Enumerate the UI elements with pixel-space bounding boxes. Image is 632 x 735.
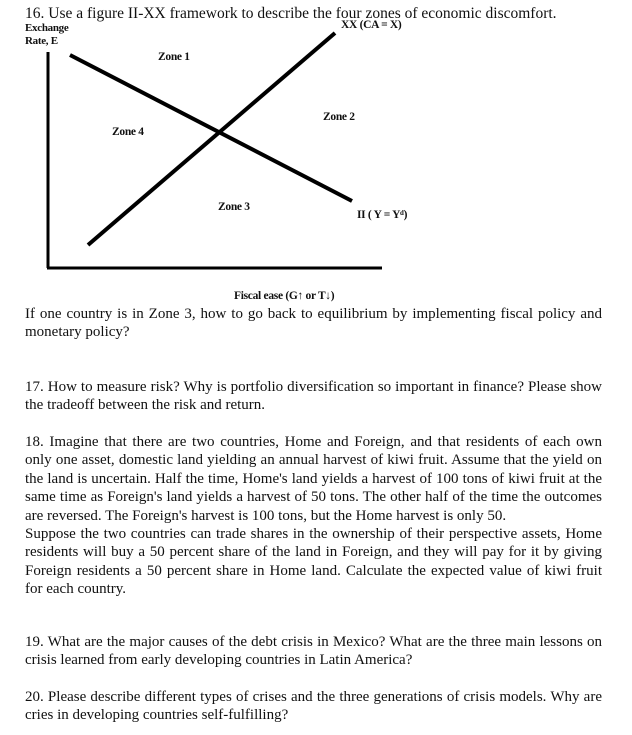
question-16-text: If one country is in Zone 3, how to go back to equilibrium by implementing fiscal policy and monetary policy?	[25, 306, 602, 341]
question-18-paragraph-2: Suppose the two countries can trade shares in the ownership of their perspective assets, Home residents will buy a 50 percent share of the land in Foreign, and they will pay for it by giving Foreign residents a 50 percent share in Home land. Calculate the expected value of kiwi fruit for each country.	[25, 526, 602, 598]
ii-xx-diagram	[0, 0, 632, 300]
zone-3-label: Zone 3	[218, 201, 250, 213]
zone-4-label: Zone 4	[112, 126, 144, 138]
question-18-paragraph-1: 18. Imagine that there are two countries, Home and Foreign, and that residents of each own only one asset, domestic land yielding an annual harvest of kiwi fruit. Assume that the yield on the land is uncertain. Half the time, Home's land yields a harvest of 100 tons of kiwi fruit at the same time as Foreign's land yields a harvest of 50 tons. The other half of the time the outcomes are reversed. The Foreign's harvest is 100 tons, but the Home harvest is only 50.	[25, 434, 602, 524]
x-axis-label: Fiscal ease (G↑ or T↓)	[234, 290, 335, 302]
y-axis-label-line2: Rate, E	[25, 35, 58, 47]
question-16-title: 16. Use a figure II-XX framework to describe the four zones of economic discomfort.	[25, 5, 557, 22]
question-17-text: 17. How to measure risk? Why is portfolio diversification so important in finance? Please show the tradeoff between the risk and return.	[25, 379, 602, 414]
question-20-text: 20. Please describe different types of crises and the three generations of crisis models. Why are cries in developing countries self-fulfilling?	[25, 689, 602, 724]
question-19-text: 19. What are the major causes of the debt crisis in Mexico? What are the three main lessons on crisis learned from early developing countries in Latin America?	[25, 634, 602, 669]
question-18	[25, 433, 602, 599]
zone-2-label: Zone 2	[323, 111, 355, 123]
y-axis-label-line1: Exchange	[25, 22, 69, 34]
xx-curve-label: XX (CA = X)	[341, 19, 402, 31]
ii-curve-label: II ( Y = Yᵈ)	[357, 209, 408, 221]
zone-1-label: Zone 1	[158, 51, 190, 63]
ii-schedule-line	[88, 33, 335, 245]
